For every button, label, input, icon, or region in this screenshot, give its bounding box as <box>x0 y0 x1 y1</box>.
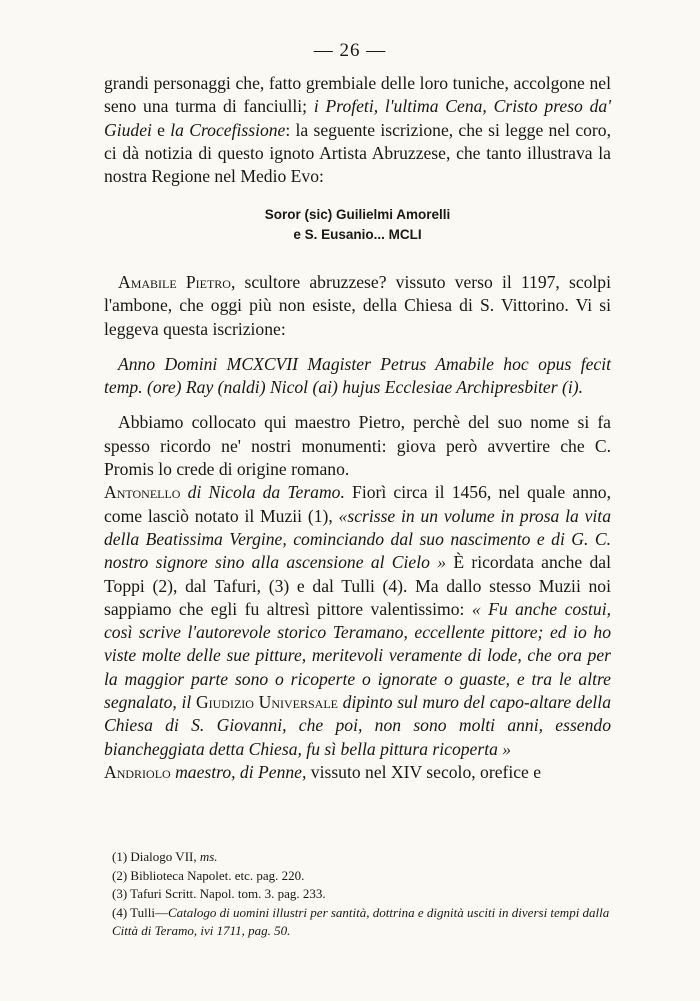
footnote-4-title: Catalogo di uomini illustri per santità, dottrina e dignità usciti in diversi tempi dalla Città di Teramo, ivi 1711, pag. 50. <box>112 904 610 938</box>
amabile-text: scultore abruzzese? vissuto verso il 1197, scolpi l'ambone, che oggi più non esiste, della Chiesa di S. Vittorino. Vi si leggeva questa iscrizione: <box>104 272 611 339</box>
paragraph-intro <box>104 72 611 188</box>
footnotes <box>112 848 612 941</box>
footnote-1-ms: ms. <box>199 849 218 864</box>
antonello-quote-2: « Fu anche costui, così scrive l'autorevole storico Teramano, eccellente pittore; ed io ho viste molte delle sue pitture, meritevoli veramente di lode, che ora per la maggior parte sono o ricoperte o ignorate o guaste, e tra le altre segnalato, il <box>104 598 611 713</box>
footnote-1 <box>112 848 612 867</box>
antonello-text-2: È ricordata anche dal Toppi (2), dal Tafuri, (3) e dal Tulli (4). Ma dallo stesso Muzii noi sappiamo che egli fu altresì pittore valentissimo: <box>104 552 611 619</box>
footnote-4 <box>112 904 612 941</box>
page-number: — 26 — <box>313 40 387 61</box>
footnote-4-author: (4) Tulli— <box>112 904 168 920</box>
paragraph-antonello <box>104 481 611 761</box>
inscription-line-1: Soror (sic) Guilielmi Amorelli <box>264 207 451 222</box>
footnote-2: (2) Biblioteca Napolet. etc. pag. 220. <box>112 867 305 883</box>
name-antonello: Antonello <box>104 482 181 503</box>
paragraph-amabile <box>104 271 611 341</box>
antonello-origin: di Nicola da Teramo. <box>180 482 345 503</box>
intro-text-2: e <box>151 119 171 140</box>
paragraph-pietro-note: Abbiamo collocato qui maestro Pietro, perchè del suo nome si fa spesso ricordo ne' nostri monumenti: giova però avvertire che C. Promis lo crede di origine romano. <box>104 412 611 480</box>
andriolo-origin: maestro, di Penne, <box>170 761 307 782</box>
andriolo-text: vissuto nel XIV secolo, orefice e <box>306 761 542 782</box>
intro-text-3: : la seguente iscrizione, che si legge nel coro, ci dà notizia di questo ignoto Artista Abruzzese, che tanto illustrava la nostra Regione nel Medio Evo: <box>104 119 611 187</box>
name-andriolo: Andriolo <box>104 761 171 782</box>
paragraph-andriolo <box>104 761 611 784</box>
intro-italic-1: i Profeti, l'ultima Cena, Cristo preso da' Giudei <box>104 96 611 140</box>
paragraph-epigraph: Anno Domini MCXCVII Magister Petrus Amabile hoc opus fecit temp. (ore) Ray (naldi) Nicol (ai) hujus Ecclesiae Archipresbiter (i). <box>104 353 611 398</box>
intro-text-1: grandi personaggi che, fatto grembiale delle loro tuniche, accolgone nel seno una turma di fanciulli; <box>104 73 611 117</box>
antonello-quote-1: «scrisse in un volume in prosa la vita della Beatissima Vergine, cominciando dal suo nascimento e di G. C. nostro signore sino alla ascensione al Cielo » <box>104 505 611 573</box>
giudizio-universale: Giudizio Universale <box>195 692 338 713</box>
footnote-3: (3) Tafuri Scritt. Napol. tom. 3. pag. 233. <box>112 886 326 901</box>
name-amabile: Amabile Pietro, <box>118 272 236 292</box>
antonello-quote-3: dipinto sul muro del capo-altare della Chiesa di S. Giovanni, che poi, non sono molti anni, essendo biancheggiata detta Chiesa, fu sì bella pittura ricoperta » <box>104 692 611 759</box>
antonello-text-1: Fiorì circa il 1456, nel quale anno, come lasciò notato il Muzii (1), <box>104 482 611 526</box>
inscription-line-2: e S. Eusanio... MCLI <box>293 227 422 242</box>
intro-italic-2: la Crocefissione <box>170 119 286 140</box>
inscription <box>104 205 611 245</box>
footnote-1-text: (1) Dialogo VII, <box>112 849 200 864</box>
main-text <box>104 271 611 784</box>
